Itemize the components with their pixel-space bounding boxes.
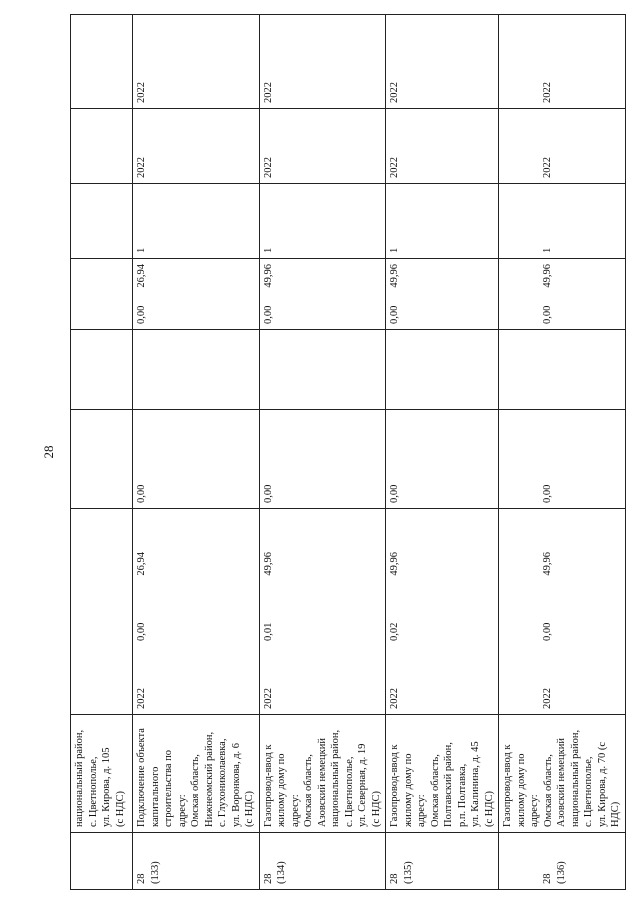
cell-v7 xyxy=(499,184,626,259)
rotated-table-wrapper xyxy=(70,15,621,890)
desc-line: строительства по адресу: xyxy=(163,750,188,827)
desc-line: (с НДС) xyxy=(370,790,382,827)
value-9: 2022 xyxy=(542,82,553,103)
cell-v7: 1 xyxy=(133,184,260,259)
value-6: 49,96 xyxy=(262,264,274,288)
desc-line: Азовский немецкий xyxy=(316,738,328,827)
cell-year-values xyxy=(133,509,260,715)
desc-line: Газопровод-ввод к xyxy=(502,744,513,827)
cell-id xyxy=(71,833,133,890)
desc-line: (с НДС) xyxy=(483,790,495,827)
cell-v9 xyxy=(499,15,626,109)
value-2: 49,96 xyxy=(389,552,400,576)
desc-line: капитального xyxy=(149,766,161,827)
value-5: 0,00 xyxy=(542,305,553,324)
desc-line: с. Цветнополье, xyxy=(343,756,355,827)
row-id: 28 xyxy=(262,873,274,884)
cell-v8: 2022 xyxy=(133,109,260,184)
desc-line: Газопровод-ввод к xyxy=(389,744,400,827)
cell-v3 xyxy=(71,410,133,509)
value-8: 2022 xyxy=(542,157,553,178)
value-1: 0,02 xyxy=(389,622,400,641)
value-1: 0,00 xyxy=(542,622,553,641)
cell-v9 xyxy=(71,15,133,109)
desc-line: с. Глухониколаевка, xyxy=(217,738,228,827)
desc-line: ул. Кирова, д. 105 xyxy=(101,747,112,827)
desc-line: Азовский немецкий xyxy=(556,738,567,827)
desc-line: национальный район, xyxy=(330,729,341,827)
desc-line: жилому дому по адресу: xyxy=(402,753,427,827)
value-2: 49,96 xyxy=(542,552,553,576)
value-7: 1 xyxy=(542,247,553,253)
row-id: 28 xyxy=(542,873,553,884)
desc-line: Омская область, xyxy=(542,754,554,827)
table-row xyxy=(133,15,260,890)
cell-v5-v6 xyxy=(259,259,386,330)
investment-program-table xyxy=(70,14,626,890)
cell-v5-v6 xyxy=(133,259,260,330)
year-value: 2022 xyxy=(262,688,274,709)
cell-id xyxy=(259,833,386,890)
value-6: 49,96 xyxy=(542,264,553,288)
cell-v8 xyxy=(499,109,626,184)
desc-line: жилому дому по адресу: xyxy=(276,753,301,827)
desc-line: Нижнеомский район, xyxy=(203,731,215,827)
cell-v4 xyxy=(259,330,386,410)
cell-v4 xyxy=(499,330,626,410)
cell-id xyxy=(133,833,260,890)
value-6: 26,94 xyxy=(136,264,147,288)
cell-v8: 2022 xyxy=(259,109,386,184)
value-3: 0,00 xyxy=(542,484,553,503)
year-value: 2022 xyxy=(389,688,400,709)
table-page-area xyxy=(70,15,621,890)
desc-line: национальный район, xyxy=(569,729,581,827)
cell-v5-v6 xyxy=(499,259,626,330)
desc-line: с. Цветнополье, xyxy=(87,756,99,827)
desc-line: ул. Воронкова, д. 6 xyxy=(230,742,242,827)
year-value: 2022 xyxy=(542,688,553,709)
row-id: 28 xyxy=(389,873,400,884)
cell-v7: 1 xyxy=(259,184,386,259)
cell-v7: 1 xyxy=(386,184,499,259)
cell-v4 xyxy=(133,330,260,410)
cell-v3: 0,00 xyxy=(259,410,386,509)
year-value: 2022 xyxy=(136,688,147,709)
value-2: 26,94 xyxy=(136,552,147,576)
cell-description xyxy=(259,715,386,833)
cell-v9: 2022 xyxy=(133,15,260,109)
row-id: 28 xyxy=(136,873,147,884)
value-1: 0,00 xyxy=(136,622,147,641)
table-row xyxy=(386,15,499,890)
cell-description xyxy=(386,715,499,833)
cell-v7 xyxy=(71,184,133,259)
desc-line: Омская область, xyxy=(190,754,201,827)
value-1: 0,01 xyxy=(262,622,274,641)
cell-v3: 0,00 xyxy=(133,410,260,509)
cell-year-values xyxy=(499,509,626,715)
desc-line: р.п. Полтавка, xyxy=(456,763,468,827)
cell-v5-v6 xyxy=(386,259,499,330)
row-sub: (136) xyxy=(555,861,567,884)
desc-line: национальный район, xyxy=(74,729,85,827)
cell-v8 xyxy=(71,109,133,184)
cell-v3 xyxy=(499,410,626,509)
desc-line: с. Цветнополье, xyxy=(583,756,594,827)
table-row xyxy=(499,15,626,890)
cell-id xyxy=(499,833,626,890)
cell-v4 xyxy=(71,330,133,410)
value-5: 0,00 xyxy=(389,305,400,324)
cell-year-values xyxy=(71,509,133,715)
desc-line: Омская область, xyxy=(429,754,441,827)
cell-year-values xyxy=(386,509,499,715)
table-row-continuation xyxy=(71,15,133,890)
desc-line: жилому дому по адресу: xyxy=(515,753,540,827)
cell-year-values xyxy=(259,509,386,715)
row-sub: (135) xyxy=(402,861,414,884)
page-number: 28 xyxy=(41,445,56,459)
cell-v4 xyxy=(386,330,499,410)
value-5: 0,00 xyxy=(136,305,147,324)
cell-v9: 2022 xyxy=(386,15,499,109)
desc-line: Газопровод-ввод к xyxy=(262,744,274,827)
row-sub: (133) xyxy=(149,861,161,884)
cell-v3: 0,00 xyxy=(386,410,499,509)
cell-id xyxy=(386,833,499,890)
row-sub: (134) xyxy=(276,861,287,884)
cell-v8: 2022 xyxy=(386,109,499,184)
desc-line: ул. Северная, д. 19 xyxy=(357,743,368,827)
cell-description xyxy=(71,715,133,833)
cell-description xyxy=(133,715,260,833)
desc-line: Подключение объекта xyxy=(136,728,147,827)
desc-line: Омская область, xyxy=(303,754,314,827)
cell-description xyxy=(499,715,626,833)
value-2: 49,96 xyxy=(262,552,274,576)
desc-line: ул. Кирова, д. 70 (с НДС) xyxy=(596,741,621,827)
desc-line: Полтавский район, xyxy=(443,742,454,827)
value-6: 49,96 xyxy=(389,264,400,288)
value-5: 0,00 xyxy=(262,305,274,324)
desc-line: ул. Калинина, д. 45 xyxy=(470,741,481,827)
cell-v5-v6 xyxy=(71,259,133,330)
desc-line: (с НДС) xyxy=(114,790,126,827)
table-row xyxy=(259,15,386,890)
desc-line: (с НДС) xyxy=(244,790,255,827)
cell-v9: 2022 xyxy=(259,15,386,109)
